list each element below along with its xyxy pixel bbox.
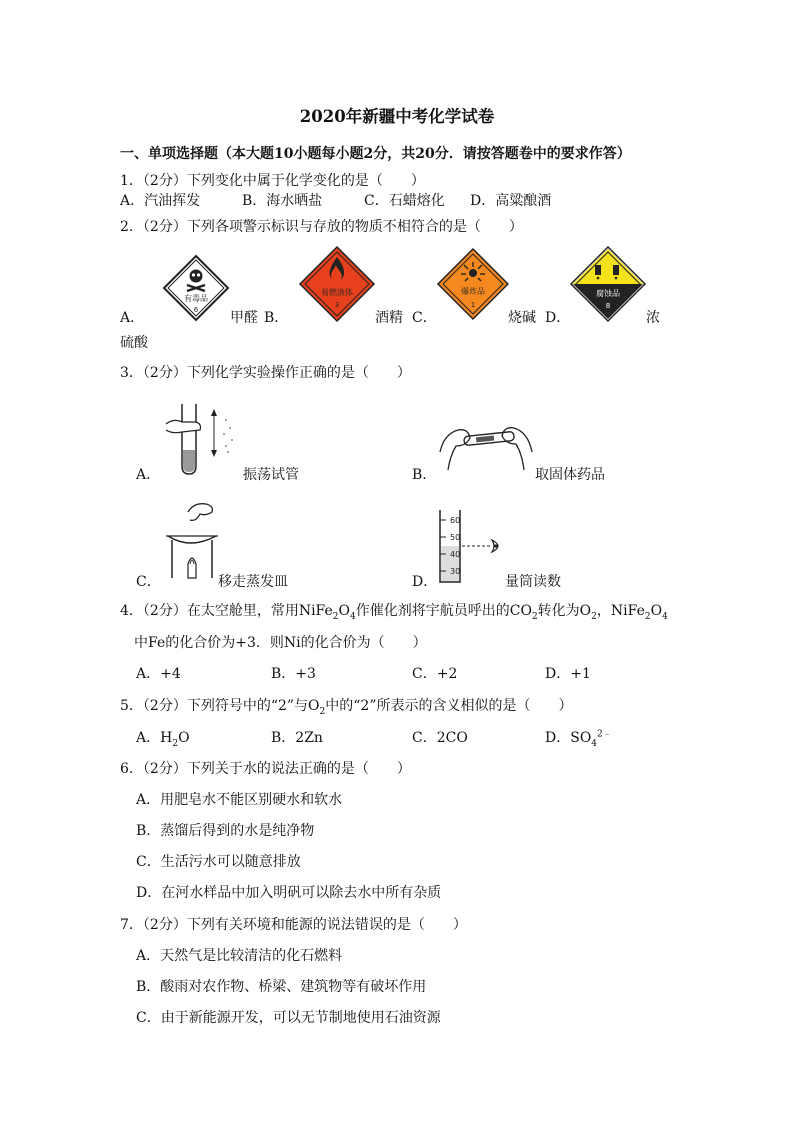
q5-stem: 5．（2分）下列符号中的“2”与$O_2$中的“2”所表示的含义相似的是（ ） <box>120 698 573 717</box>
q7-option-a: A．天然气是比较清洁的化石燃料 <box>136 948 343 964</box>
q1-option-d: D．高粱酿酒 <box>470 193 552 209</box>
q2-option-b-substance: 酒精 <box>375 310 403 326</box>
cylinder-mark-60: 60 <box>450 516 461 525</box>
graduated-cylinder-illustration <box>434 506 506 586</box>
q5-option-a: A．$H_2O$ <box>136 730 190 749</box>
q6-option-a: A．用肥皂水不能区别硬水和软水 <box>136 792 343 808</box>
solid-reagent-illustration <box>436 412 536 474</box>
q3-option-d-caption: 量筒读数 <box>505 574 561 590</box>
q7-option-c: C．由于新能源开发，可以无节制地使用石油资源 <box>136 1010 441 1026</box>
q1-option-c: C．石蜡熔化 <box>364 193 445 209</box>
q1-option-b: B．海水晒盐 <box>242 193 323 209</box>
cylinder-mark-30: 30 <box>450 567 461 576</box>
toxic-sign-text: 有毒品 <box>184 294 208 303</box>
q2-option-c-substance: 烧碱 <box>508 310 536 326</box>
shaking-test-tube-illustration <box>160 400 240 478</box>
q4-stem: 4．（2分）在太空舱里，常用$NiFe_2O_4$作催化剂将宇航员呼出的$CO_2$转化为$O_2$，$NiFe_2O_4$ <box>120 603 668 622</box>
q5-option-b: B．2Zn <box>271 730 323 746</box>
q7-option-b: B．酸雨对农作物、桥梁、建筑物等有破坏作用 <box>136 979 427 995</box>
q4-option-d: D．+1 <box>545 666 591 682</box>
q3-option-d-letter: D． <box>412 574 438 590</box>
q3-option-c-letter: C． <box>136 574 161 590</box>
toxic-sign-number: 6 <box>193 306 199 314</box>
q3-option-b-caption: 取固体药品 <box>535 467 605 483</box>
q2-option-b-letter: B． <box>264 310 289 326</box>
q7-stem: 7．（2分）下列有关环境和能源的说法错误的是（ ） <box>120 917 467 933</box>
q5-option-c: C．2CO <box>412 730 468 746</box>
q4-option-a: A．+4 <box>136 666 181 682</box>
q2-option-c-letter: C． <box>412 310 437 326</box>
page-title: 2020年新疆中考化学试卷 <box>299 107 495 126</box>
flammable-sign-text: 易燃液体 <box>321 288 353 297</box>
q3-option-a-caption: 振荡试管 <box>243 467 299 483</box>
flammable-sign-number: 3 <box>334 301 340 309</box>
q3-option-c-caption: 移走蒸发皿 <box>218 574 288 590</box>
explosive-sign-text: 爆炸品 <box>461 287 485 296</box>
evaporating-dish-illustration <box>160 500 232 582</box>
q4-stem-line2: 中Fe的化合价为+3．则Ni的化合价为（ ） <box>134 635 427 651</box>
cylinder-mark-40: 40 <box>450 550 461 559</box>
q2-option-a-substance: 甲醛 <box>230 310 258 326</box>
q4-option-b: B．+3 <box>271 666 316 682</box>
q6-option-d: D．在河水样品中加入明矾可以除去水中所有杂质 <box>136 885 442 901</box>
cylinder-mark-50: 50 <box>450 533 461 542</box>
q2-option-d-substance: 浓 <box>646 310 660 326</box>
corrosive-sign-text: 腐蚀品 <box>596 289 620 298</box>
q1-stem: 1．（2分）下列变化中属于化学变化的是（ ） <box>120 173 425 189</box>
q5-option-d: D．$SO_4^{2﹣}$ <box>545 729 612 749</box>
q4-option-c: C．+2 <box>412 666 458 682</box>
q6-option-c: C．生活污水可以随意排放 <box>136 854 301 870</box>
q2-option-d-letter: D． <box>545 310 571 326</box>
flammable-liquid-sign-icon <box>298 245 376 323</box>
explosive-sign-number: 1 <box>470 301 476 309</box>
q3-option-a-letter: A． <box>136 467 161 483</box>
q2-option-a-letter: A． <box>120 310 145 326</box>
explosive-sign-icon <box>436 247 510 321</box>
corrosive-sign-number: 8 <box>605 302 611 310</box>
q6-stem: 6．（2分）下列关于水的说法正确的是（ ） <box>120 761 411 777</box>
q2-option-d-substance-wrap: 硫酸 <box>120 335 148 351</box>
section-heading: 一、单项选择题（本大题10小题每小题2分，共20分．请按答题卷中的要求作答） <box>120 146 631 162</box>
q3-option-b-letter: B． <box>412 467 437 483</box>
q6-option-b: B．蒸馏后得到的水是纯净物 <box>136 823 315 839</box>
corrosive-sign-icon <box>569 245 647 323</box>
q3-stem: 3．（2分）下列化学实验操作正确的是（ ） <box>120 365 411 381</box>
q2-stem: 2．（2分）下列各项警示标识与存放的物质不相符合的是（ ） <box>120 219 523 235</box>
toxic-sign-icon <box>162 254 230 322</box>
q1-option-a: A．汽油挥发 <box>120 193 201 209</box>
